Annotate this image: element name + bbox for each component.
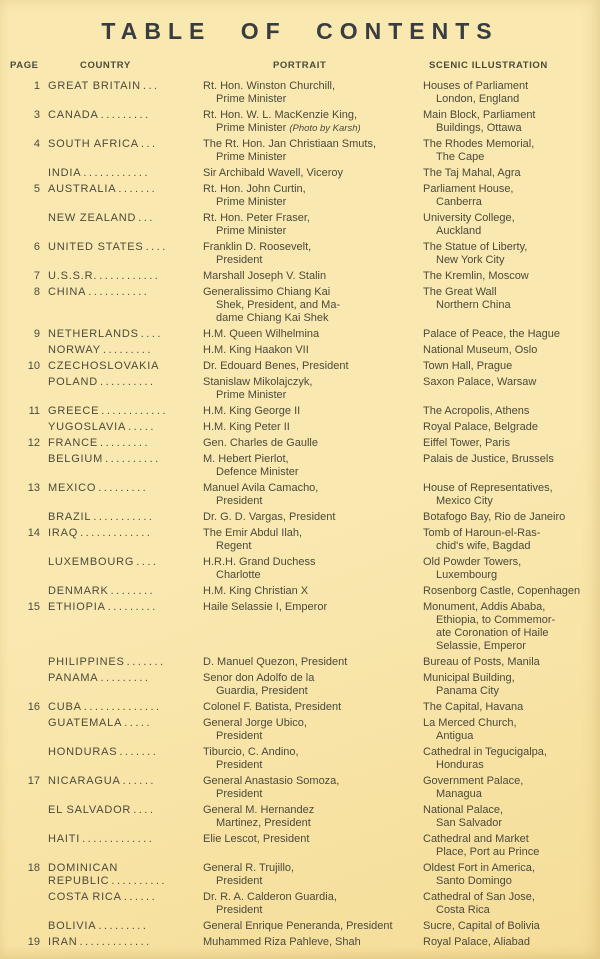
country-name: NETHERLANDS ....	[48, 328, 163, 340]
portrait-description: General Enrique Peneranda, President	[203, 920, 393, 932]
page-number: 16	[27, 701, 40, 713]
page-number	[8, 511, 48, 524]
page-number	[8, 421, 48, 434]
portrait-description: Rt. Hon. Winston Churchill, Prime Minister	[203, 80, 336, 105]
portrait-description: General Anastasio Somoza, President	[203, 775, 340, 800]
country-name: YUGOSLAVIA .....	[48, 421, 156, 433]
table-row	[8, 270, 592, 283]
scenic-description: Royal Palace, Belgrade	[423, 421, 538, 433]
page-number: 19	[27, 936, 40, 948]
country-name: U.S.S.R. ...........	[48, 270, 161, 282]
table-row	[8, 862, 592, 888]
portrait-description: H.M. King George II	[203, 405, 301, 417]
page-number	[8, 585, 48, 598]
portrait-description: Marshall Joseph V. Stalin	[203, 270, 327, 282]
portrait-description: Manuel Avila Camacho, President	[203, 482, 319, 507]
portrait-description: Franklin D. Roosevelt, President	[203, 241, 312, 266]
scenic-description: La Merced Church, Antigua	[423, 717, 517, 742]
scenic-description: Town Hall, Prague	[423, 360, 513, 372]
scenic-description: The Acropolis, Athens	[423, 405, 530, 417]
column-header-page: PAGE	[10, 60, 39, 71]
scenic-description: The Rhodes Memorial, The Cape	[423, 138, 535, 163]
country-name: POLAND ..........	[48, 376, 156, 388]
portrait-description: Muhammed Riza Pahleve, Shah	[203, 936, 361, 948]
table-row	[8, 405, 592, 418]
page-title: TABLE OF CONTENTS	[101, 18, 499, 44]
country-name: BELGIUM ..........	[48, 453, 161, 465]
scenic-description: Tomb of Haroun-el-Ras- chid's wife, Bagdad	[423, 527, 541, 552]
table-row	[8, 585, 592, 598]
scenic-description: Houses of Parliament London, England	[423, 80, 529, 105]
table-row	[8, 701, 592, 714]
toc-rows	[8, 80, 592, 949]
table-row	[8, 138, 592, 164]
page-number: 18	[27, 862, 40, 874]
scenic-description: Parliament House, Canberra	[423, 183, 514, 208]
table-row	[8, 672, 592, 698]
country-name: INDIA ............	[48, 167, 151, 179]
country-name: NORWAY .........	[48, 344, 153, 356]
portrait-description: Rt. Hon. Peter Fraser, Prime Minister	[203, 212, 310, 237]
table-row	[8, 167, 592, 180]
country-name: IRAQ .............	[48, 527, 153, 539]
scenic-description: Rosenborg Castle, Copenhagen	[423, 585, 581, 597]
page-number	[8, 672, 48, 698]
portrait-description: Rt. Hon. John Curtin, Prime Minister	[203, 183, 306, 208]
scenic-description: Municipal Building, Panama City	[423, 672, 515, 697]
page-number: 17	[27, 775, 40, 787]
table-row	[8, 920, 592, 933]
scenic-description: Monument, Addis Ababa, Ethiopia, to Commemor- ate Coronation of Haile Selassie, Emperor	[423, 601, 556, 652]
portrait-description: Rt. Hon. W. L. MacKenzie King, Prime Minister (Photo by Karsh)	[203, 109, 361, 134]
page-number	[8, 833, 48, 859]
portrait-description: Gen. Charles de Gaulle	[203, 437, 318, 449]
table-row	[8, 212, 592, 238]
portrait-description: D. Manuel Quezon, President	[203, 656, 348, 668]
portrait-description: H.M. King Peter II	[203, 421, 290, 433]
country-name: CHINA ...........	[48, 286, 150, 298]
portrait-description: The Rt. Hon. Jan Christiaan Smuts, Prime Minister	[203, 138, 377, 163]
page-number: 7	[33, 270, 40, 282]
country-name: PHILIPPINES .......	[48, 656, 166, 668]
country-name: PANAMA .........	[48, 672, 151, 684]
table-row	[8, 717, 592, 743]
scenic-description: Cathedral of San Jose, Costa Rica	[423, 891, 535, 916]
portrait-description: Stanislaw Mikolajczyk, Prime Minister	[203, 376, 313, 401]
column-header-scenic: SCENIC ILLUSTRATION	[429, 60, 548, 71]
scenic-description: Main Block, Parliament Buildings, Ottawa	[423, 109, 536, 134]
country-name: NICARAGUA ......	[48, 775, 156, 787]
table-row	[8, 80, 592, 106]
page-number	[8, 453, 48, 479]
page-number: 13	[27, 482, 40, 494]
scenic-description: National Museum, Oslo	[423, 344, 538, 356]
scenic-description: National Palace, San Salvador	[423, 804, 504, 829]
country-name: LUXEMBOURG ....	[48, 556, 159, 568]
scenic-description: Palace of Peace, the Hague	[423, 328, 560, 340]
page-number	[8, 891, 48, 917]
page-number: 8	[33, 286, 40, 298]
table-row	[8, 360, 592, 373]
country-name: CZECHOSLOVAKIA	[48, 360, 160, 372]
table-row	[8, 656, 592, 669]
page-number	[8, 804, 48, 830]
country-name: BOLIVIA .........	[48, 920, 149, 932]
portrait-description: Elie Lescot, President	[203, 833, 310, 845]
portrait-description: The Emir Abdul Ilah, Regent	[203, 527, 303, 552]
table-row	[8, 328, 592, 341]
page-number: 15	[27, 601, 40, 613]
page-number: 10	[27, 360, 40, 372]
scenic-description: University College, Auckland	[423, 212, 515, 237]
portrait-description: Tiburcio, C. Andino, President	[203, 746, 299, 771]
scenic-description: The Taj Mahal, Agra	[423, 167, 521, 179]
table-row	[8, 109, 592, 135]
table-row	[8, 746, 592, 772]
scenic-description: Oldest Fort in America, Santo Domingo	[423, 862, 535, 887]
country-name: DOMINICAN REPUBLIC ..........	[48, 862, 167, 887]
country-name: CUBA ..............	[48, 701, 162, 713]
page-number: 12	[27, 437, 40, 449]
scenic-description: The Statue of Liberty, New York City	[423, 241, 528, 266]
country-name: BRAZIL ...........	[48, 511, 155, 523]
portrait-description: Dr. G. D. Vargas, President	[203, 511, 336, 523]
table-row	[8, 556, 592, 582]
portrait-description: M. Hebert Pierlot, Defence Minister	[203, 453, 299, 478]
page-number	[8, 717, 48, 743]
page-number	[8, 656, 48, 669]
country-name: GREECE ............	[48, 405, 168, 417]
portrait-description: H.M. King Christian X	[203, 585, 309, 597]
table-row	[8, 601, 592, 653]
country-name: AUSTRALIA .......	[48, 183, 158, 195]
country-name: EL SALVADOR ....	[48, 804, 156, 816]
page-number	[8, 920, 48, 933]
scenic-description: House of Representatives, Mexico City	[423, 482, 553, 507]
country-name: ETHIOPIA .........	[48, 601, 158, 613]
scenic-description: Palais de Justice, Brussels	[423, 453, 554, 465]
scenic-description: Bureau of Posts, Manila	[423, 656, 540, 668]
country-name: COSTA RICA ......	[48, 891, 158, 903]
portrait-description: Senor don Adolfo de la Guardia, President	[203, 672, 315, 697]
portrait-description: Haile Selassie I, Emperor	[203, 601, 328, 613]
country-name: HAITI .............	[48, 833, 155, 845]
scenic-description: Saxon Palace, Warsaw	[423, 376, 537, 388]
table-row	[8, 241, 592, 267]
page-number: 5	[33, 183, 40, 195]
portrait-description: H.R.H. Grand Duchess Charlotte	[203, 556, 316, 581]
country-name: NEW ZEALAND ...	[48, 212, 155, 224]
country-name: HONDURAS .......	[48, 746, 159, 758]
country-name: FRANCE .........	[48, 437, 151, 449]
scenic-description: Cathedral in Tegucigalpa, Honduras	[423, 746, 547, 771]
table-row	[8, 344, 592, 357]
country-name: GUATEMALA .....	[48, 717, 153, 729]
page-number	[8, 556, 48, 582]
page-number	[8, 212, 48, 238]
table-row	[8, 421, 592, 434]
page-number	[8, 746, 48, 772]
page-number: 4	[33, 138, 40, 150]
table-row	[8, 482, 592, 508]
country-name: MEXICO .........	[48, 482, 149, 494]
portrait-description: Dr. R. A. Calderon Guardia, President	[203, 891, 337, 916]
page-number	[8, 376, 48, 402]
country-name: UNITED STATES ....	[48, 241, 168, 253]
page-number: 14	[27, 527, 40, 539]
portrait-description: General M. Hernandez Martinez, President	[203, 804, 315, 829]
page-number: 11	[28, 405, 40, 417]
country-name: GREAT BRITAIN ...	[48, 80, 160, 92]
column-header-portrait: PORTRAIT	[273, 60, 327, 71]
column-headers	[8, 60, 592, 71]
country-name: IRAN .............	[48, 936, 152, 948]
page-number: 3	[33, 109, 40, 121]
scenic-description: Sucre, Capital of Bolivia	[423, 920, 540, 932]
table-row	[8, 833, 592, 859]
table-row	[8, 376, 592, 402]
portrait-photo-credit: (Photo by Karsh)	[289, 123, 361, 134]
country-name: SOUTH AFRICA ...	[48, 138, 158, 150]
column-header-country: COUNTRY	[80, 60, 131, 71]
table-row	[8, 891, 592, 917]
scenic-description: Botafogo Bay, Rio de Janeiro	[423, 511, 566, 523]
portrait-description: Dr. Edouard Benes, President	[203, 360, 349, 372]
portrait-description: Generalissimo Chiang Kai Shek, President, and Ma- dame Chiang Kai Shek	[203, 286, 341, 324]
country-name: CANADA .........	[48, 109, 151, 121]
portrait-description: H.M. Queen Wilhelmina	[203, 328, 320, 340]
table-row	[8, 453, 592, 479]
portrait-description: H.M. King Haakon VII	[203, 344, 309, 356]
table-row	[8, 936, 592, 949]
table-row	[8, 286, 592, 325]
table-row	[8, 437, 592, 450]
portrait-description: Colonel F. Batista, President	[203, 701, 342, 713]
page-number	[8, 167, 48, 180]
page-number: 9	[33, 328, 40, 340]
page-number	[8, 344, 48, 357]
scenic-description: Royal Palace, Aliabad	[423, 936, 531, 948]
portrait-description: General Jorge Ubico, President	[203, 717, 307, 742]
scenic-description: Government Palace, Managua	[423, 775, 524, 800]
table-row	[8, 511, 592, 524]
scenic-description: Old Powder Towers, Luxembourg	[423, 556, 522, 581]
portrait-description: Sir Archibald Wavell, Viceroy	[203, 167, 343, 179]
table-row	[8, 527, 592, 553]
scenic-description: The Kremlin, Moscow	[423, 270, 529, 282]
page-number: 6	[33, 241, 40, 253]
scenic-description: The Great Wall Northern China	[423, 286, 511, 311]
scenic-description: Cathedral and Market Place, Port au Prince	[423, 833, 540, 858]
country-name: DENMARK ........	[48, 585, 156, 597]
table-row	[8, 183, 592, 209]
scenic-description: The Capital, Havana	[423, 701, 524, 713]
portrait-description: General R. Trujillo, President	[203, 862, 295, 887]
scenic-description: Eiffel Tower, Paris	[423, 437, 511, 449]
table-row	[8, 775, 592, 801]
table-row	[8, 804, 592, 830]
page-number: 1	[33, 80, 40, 92]
